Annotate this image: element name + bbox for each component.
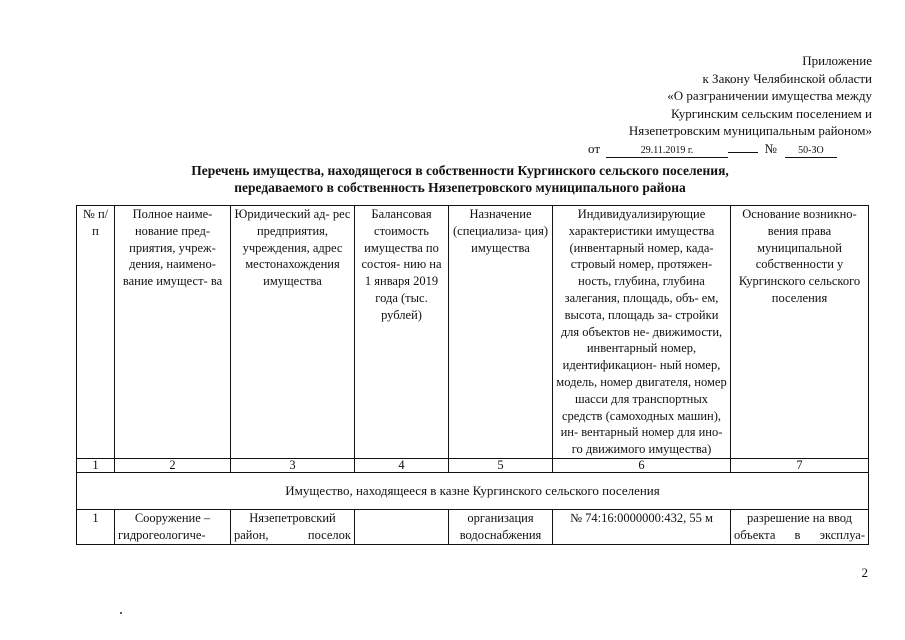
cell-value [355, 509, 449, 544]
title-line-2: передаваемого в собственность Нязепетровского муниципального района [234, 180, 686, 195]
number-value: 50-ЗО [785, 145, 837, 158]
header-cell: Балансовая стоимость имущества по состоя- нию на 1 января 2019 года (тыс. рублей) [355, 206, 449, 459]
title-line-1: Перечень имущества, находящегося в собственности Кургинского сельского поселения, [191, 163, 729, 178]
header-cell: № п/п [77, 206, 115, 459]
appendix-line: к Закону Челябинской области [702, 70, 872, 86]
column-number: 3 [231, 458, 355, 472]
column-number: 5 [449, 458, 553, 472]
appendix-header [552, 52, 872, 158]
column-number: 6 [553, 458, 731, 472]
cell-name: Сооружение – гидрогеологиче- [115, 509, 231, 544]
section-title: Имущество, находящееся в казне Кургинского сельского поселения [77, 472, 869, 509]
table-header-row [77, 206, 869, 459]
law-date-number [552, 140, 872, 158]
appendix-line: Нязепетровским муниципальным районом» [628, 123, 872, 138]
header-cell: Основание возникно- вения права муниципальной собственности у Кургинского сельского поселения [731, 206, 869, 459]
column-number: 2 [115, 458, 231, 472]
page-number: 2 [861, 565, 868, 580]
cell-basis: разрешение на ввод объекта в эксплуа- [731, 509, 869, 544]
cell-num: 1 [77, 509, 115, 544]
cell-address: Нязепетровский район, поселок [231, 509, 355, 544]
appendix-line: Кургинским сельским поселением и [671, 105, 872, 121]
scan-speck [120, 612, 122, 614]
appendix-line: «О разграничении имущества между [667, 88, 872, 103]
date-prefix: от [588, 140, 601, 156]
appendix-line: Приложение [802, 53, 872, 68]
property-table [76, 205, 869, 545]
header-cell: Индивидуализирующие характеристики имущества (инвентарный номер, када- стровый номер, протяжен- ность, глубина, глубина залегания, площадь, объ- ем, высота, площадь за- стройки для объектов не- движимости, инвентарный номер, идентификацион- ный номер, модель, номер двигателя, номер шасси для транспортных средств (самоходных машин), ин- вентарный номер для ино- го движимого имущества) [553, 206, 731, 459]
column-number: 4 [355, 458, 449, 472]
section-row [77, 472, 869, 509]
header-cell: Назначение (специализа- ция) имущества [449, 206, 553, 459]
column-number: 1 [77, 458, 115, 472]
column-number: 7 [731, 458, 869, 472]
cell-purpose: организация водоснабжения [449, 509, 553, 544]
header-cell: Юридический ад- рес предприятия, учреждения, адрес местонахождения имущества [231, 206, 355, 459]
date-value: 29.11.2019 г. [606, 145, 728, 158]
column-number-row [77, 458, 869, 472]
document-title [80, 162, 840, 196]
date-gap-line [728, 152, 758, 153]
table-row [77, 509, 869, 544]
number-sign: № [764, 140, 777, 156]
cell-characteristics: № 74:16:0000000:432, 55 м [553, 509, 731, 544]
header-cell: Полное наиме- нование пред- приятия, учреж- дения, наимено- вание имущест- ва [115, 206, 231, 459]
